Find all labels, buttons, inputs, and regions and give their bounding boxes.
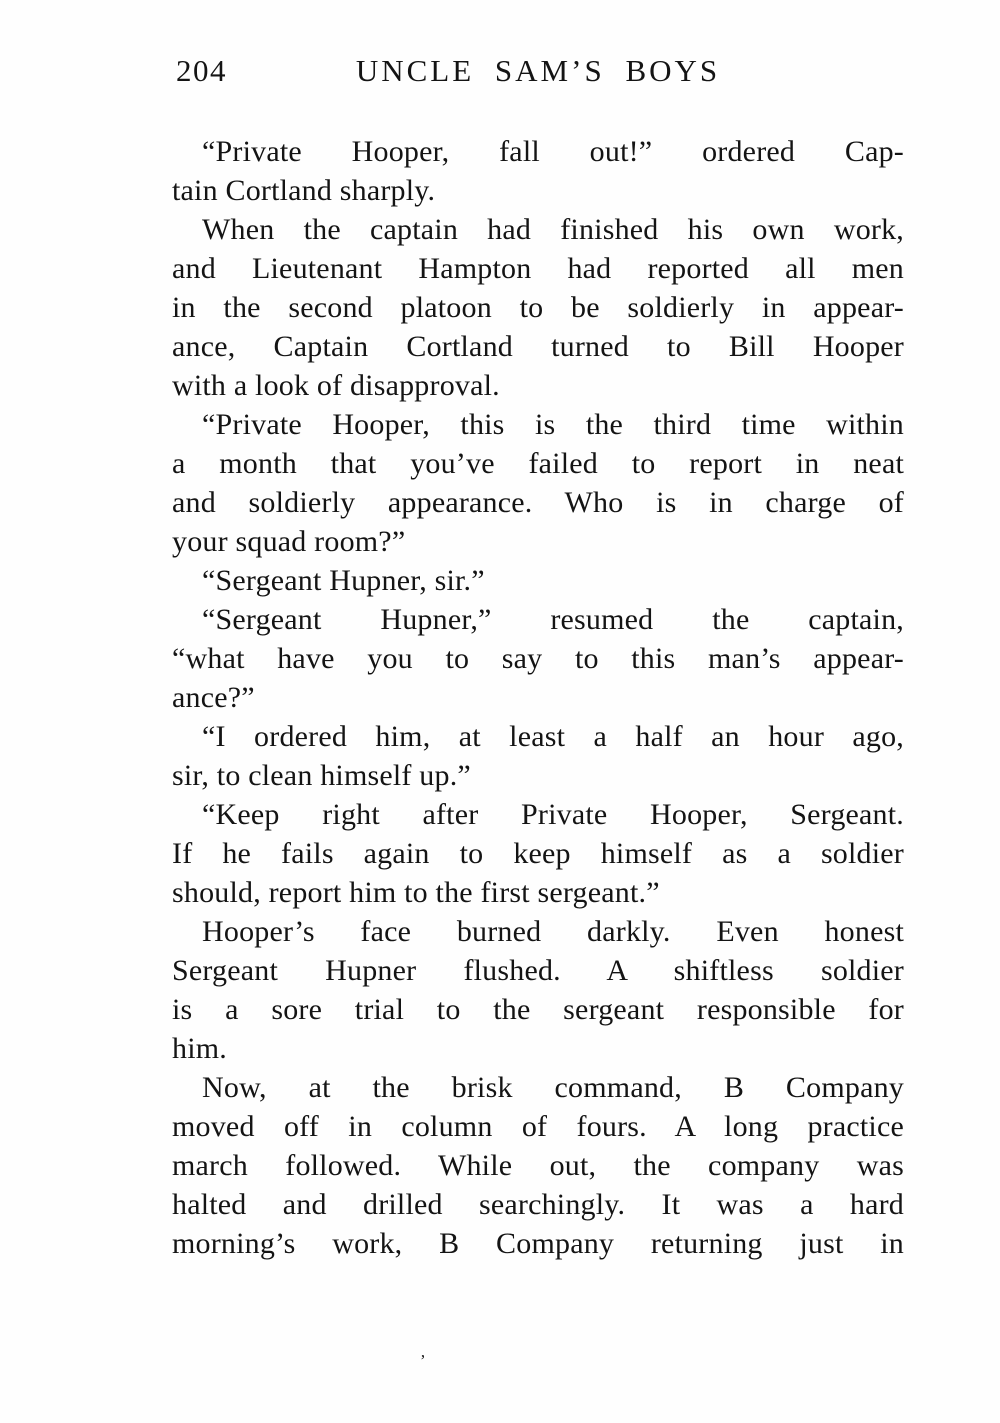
text-line: your squad room?” [172,525,406,558]
text-line: and soldierly appearance. Who is in charge of [172,486,904,519]
page-header [172,54,904,90]
paragraph [172,210,904,405]
page-number: 204 [176,53,227,88]
paragraph [172,795,904,912]
text-line: “Private Hooper, fall out!” ordered Cap- [202,135,904,168]
text-line: is a sore trial to the sergeant responsible for [172,993,904,1026]
text-line: in the second platoon to be soldierly in appear- [172,291,904,324]
text-line: a month that you’ve failed to report in neat [172,447,904,480]
text-line: ance, Captain Cortland turned to Bill Hooper [172,330,904,363]
paragraph [172,561,904,600]
text-line: halted and drilled searchingly. It was a hard [172,1188,904,1221]
text-line: When the captain had finished his own work, [202,213,904,246]
paragraph [172,912,904,1068]
paragraph [172,1068,904,1263]
text-line: with a look of disapproval. [172,369,500,402]
running-title: UNCLE SAM’S BOYS [355,53,721,88]
text-line: “Sergeant Hupner,” resumed the captain, [202,603,904,636]
text-line: should, report him to the first sergeant.” [172,876,660,909]
text-line: “Private Hooper, this is the third time within [202,408,904,441]
paragraph [172,600,904,717]
text-line: “Keep right after Private Hooper, Sergeant. [202,798,904,831]
text-line: If he fails again to keep himself as a soldier [172,837,904,870]
body-text [172,132,904,1263]
ink-speck: ’ [420,1351,426,1370]
text-line: and Lieutenant Hampton had reported all men [172,252,904,285]
text-line: morning’s work, B Company returning just in [172,1227,904,1260]
paragraph [172,717,904,795]
text-line: Now, at the brisk command, B Company [202,1071,904,1104]
text-line: “what have you to say to this man’s appear- [172,642,904,675]
text-line: “Sergeant Hupner, sir.” [202,564,485,597]
text-line: Sergeant Hupner flushed. A shiftless soldier [172,954,904,987]
text-line: sir, to clean himself up.” [172,759,471,792]
text-line: ance?” [172,681,255,714]
text-line: him. [172,1032,227,1065]
paragraph [172,405,904,561]
text-line: moved off in column of fours. A long practice [172,1110,904,1143]
text-line: Hooper’s face burned darkly. Even honest [202,915,904,948]
text-line: “I ordered him, at least a half an hour ago, [202,720,904,753]
text-line: march followed. While out, the company was [172,1149,904,1182]
paragraph [172,132,904,210]
text-line: tain Cortland sharply. [172,174,436,207]
